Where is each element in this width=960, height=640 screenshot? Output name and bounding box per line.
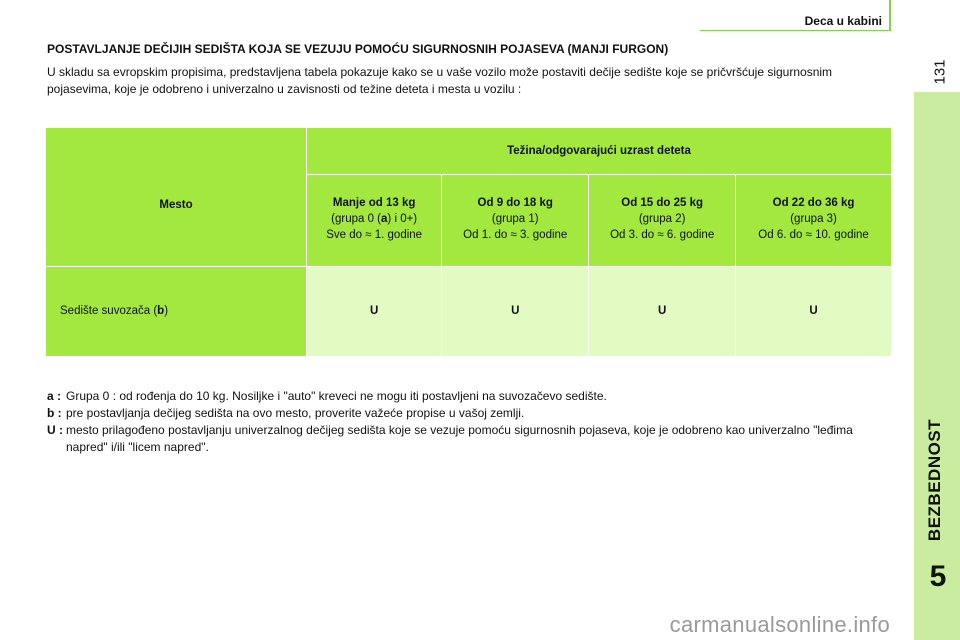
value-cell: U [736, 266, 892, 356]
header-rule [700, 30, 890, 31]
seat-label-close: ) [164, 305, 169, 317]
page-heading: POSTAVLJANJE DEČIJIH SEDIŠTA KOJA SE VEZUJU POMOĆU SIGURNOSNIH POJASEVA (MANJI FURGON) [47, 42, 669, 56]
footnote-text: mesto prilagođeno postavljanju univerzalnog dečijeg sedišta koje se vezuje pomoću sigurnosnih pojaseva, koje je odobreno kao univerzalno "leđima napred" i/ili "licem napred". [66, 423, 853, 454]
footnote-key: a : [47, 389, 62, 403]
seat-label: Sedište suvozača ( [60, 305, 158, 317]
footnote-ref-a: a [381, 213, 388, 225]
group-class [307, 211, 441, 227]
table-row [46, 266, 892, 356]
group-cell-3 [736, 174, 892, 266]
page-number: 131 [931, 59, 949, 85]
group-class-pre: (grupa 0 ( [331, 213, 382, 225]
footnote-ref-b: b [157, 305, 165, 317]
footnote-b [47, 405, 877, 422]
group-title: Od 9 do 18 kg [477, 197, 553, 209]
weight-header: Težina/odgovarajući uzrast deteta [507, 144, 691, 157]
footnote-key: b : [47, 406, 62, 420]
group-class-post: ) i 0+) [387, 213, 418, 225]
child-seat-table [46, 128, 892, 357]
group-cell-2 [589, 174, 736, 266]
group-class: (grupa 1) [491, 213, 539, 225]
footnote-text: Grupa 0 : od rođenja do 10 kg. Nosiljke i "auto" kreveci ne mogu iti postavljeni na suvozačevo sedište. [66, 389, 607, 403]
footnote-key: U : [47, 423, 63, 437]
footnotes [47, 388, 877, 456]
group-age: Sve do ≈ 1. godine [326, 229, 423, 241]
value-cell: U [442, 266, 589, 356]
value-cell: U [589, 266, 736, 356]
watermark: carmanualsonline.info [669, 612, 890, 637]
group-title: Od 15 do 25 kg [621, 197, 704, 209]
place-header-cell [46, 128, 307, 266]
chapter-title: Deca u kabini [804, 14, 882, 28]
footnote-u [47, 422, 877, 456]
place-header: Mesto [159, 198, 193, 211]
group-age: Od 6. do ≈ 10. godine [758, 229, 869, 241]
section-label: BEZBEDNOST [925, 418, 944, 542]
group-class: (grupa 3) [790, 213, 837, 225]
side-band [914, 92, 960, 640]
weight-header-cell [307, 128, 892, 174]
footnote-text: pre postavljanja dečijeg sedišta na ovo mesto, proverite važeće propise u vašoj zemlji. [66, 406, 525, 420]
group-age: Od 3. do ≈ 6. godine [610, 229, 715, 241]
group-cell-1 [442, 174, 589, 266]
intro-paragraph: U skladu sa evropskim propisima, predstavljena tabela pokazuje kako se u vaše vozilo može postaviti dečije sedište koje se pričvršćuje sigurnosnim pojasevima, koje je odobreno i univerzalno u zavisnosti od težine deteta i mesta u vozilu : [47, 65, 833, 96]
chapter-number: 5 [929, 560, 947, 593]
group-title: Manje od 13 kg [332, 197, 416, 209]
group-age: Od 1. do ≈ 3. godine [463, 229, 568, 241]
group-title: Od 22 do 36 kg [772, 197, 855, 209]
header-rule-vertical [889, 0, 891, 31]
footnote-a [47, 388, 877, 405]
value-cell: U [307, 266, 442, 356]
group-cell-0 [307, 174, 442, 266]
group-class: (grupa 2) [638, 213, 686, 225]
seat-label-cell [46, 266, 307, 356]
